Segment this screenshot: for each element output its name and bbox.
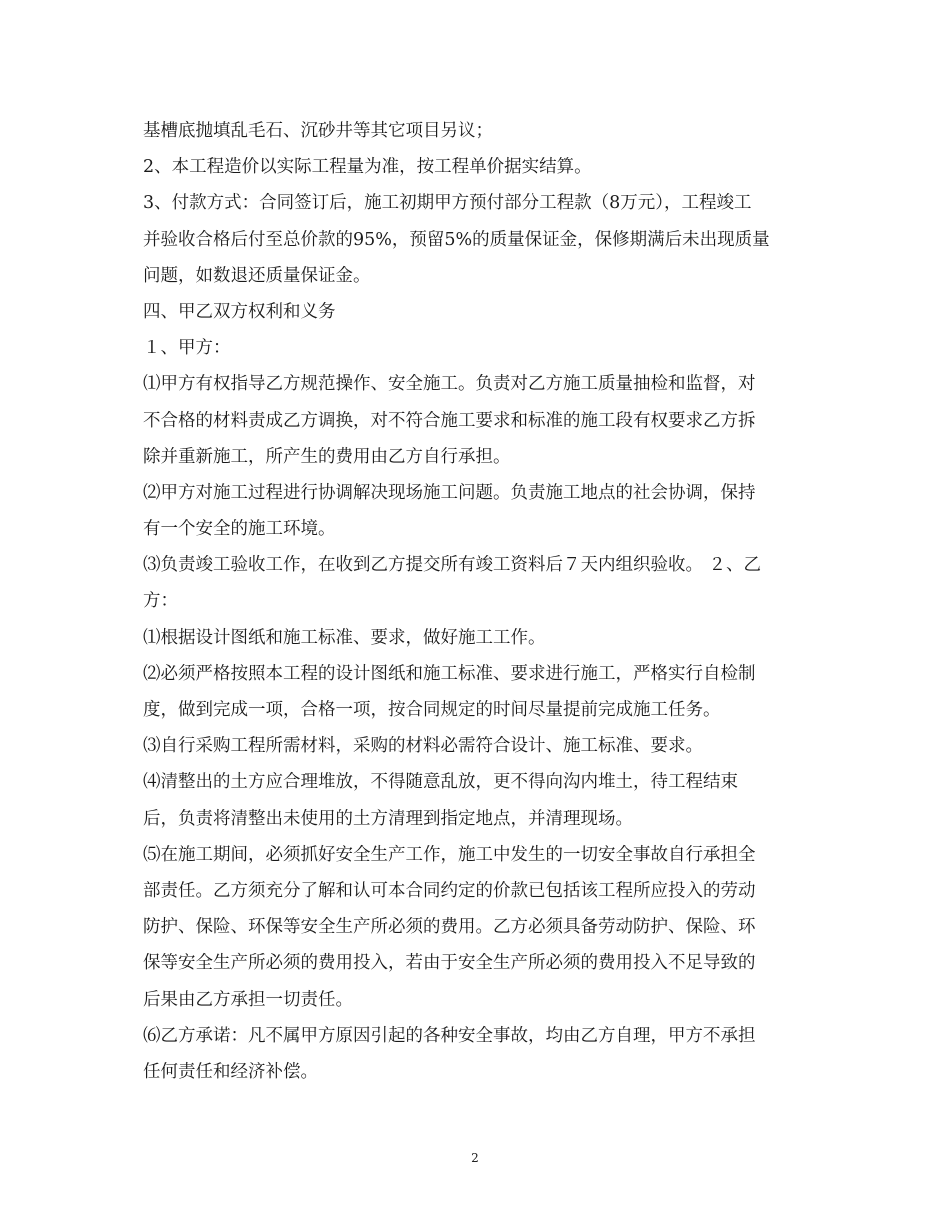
text-line: 部责任。乙方须充分了解和认可本合同约定的价款已包括该工程所应投入的劳动 <box>143 880 756 901</box>
text-line: 防护、保险、环保等安全生产所必须的费用。乙方必须具备劳动防护、保险、环 <box>143 917 756 938</box>
text-line: ⑵甲方对施工过程进行协调解决现场施工问题。负责施工地点的社会协调，保持 <box>143 482 756 503</box>
text-line: 方： <box>143 591 178 612</box>
text-line: ⑴根据设计图纸和施工标准、要求，做好施工工作。 <box>143 627 546 648</box>
text-line: 基槽底抛填乱毛石、沉砂井等其它项目另议； <box>143 121 493 141</box>
text-line: 并验收合格后付至总价款的95%，预留5%的质量保证金，保修期满后未出现质量 <box>143 229 770 250</box>
page-number: 2 <box>471 1151 479 1165</box>
subsection-heading: １、甲方： <box>143 338 231 359</box>
text-line: ⑶负责竣工验收工作，在收到乙方提交所有竣工资料后７天内组织验收。 ２、乙 <box>143 555 762 576</box>
text-line: 3、付款方式：合同签订后，施工初期甲方预付部分工程款（8万元），工程竣工 <box>143 193 752 214</box>
text-line: 问题，如数退还质量保证金。 <box>143 265 371 286</box>
text-line: 不合格的材料责成乙方调换，对不符合施工要求和标准的施工段有权要求乙方拆 <box>143 410 756 431</box>
text-line: ⑷清整出的土方应合理堆放，不得随意乱放，更不得向沟内堆土，待工程结束 <box>143 772 738 793</box>
text-line: 2、本工程造价以实际工程量为准，按工程单价据实结算。 <box>143 157 592 178</box>
text-line: ⑹乙方承诺：凡不属甲方原因引起的各种安全事故，均由乙方自理，甲方不承担 <box>143 1025 756 1046</box>
text-line: ⑸在施工期间，必须抓好安全生产工作，施工中发生的一切安全事故自行承担全 <box>143 844 756 865</box>
text-line: ⑵必须严格按照本工程的设计图纸和施工标准、要求进行施工，严格实行自检制 <box>143 663 756 684</box>
text-line: 有一个安全的施工环境。 <box>143 519 336 540</box>
text-line: 除并重新施工，所产生的费用由乙方自行承担。 <box>143 446 511 467</box>
text-line: ⑶自行采购工程所需材料，采购的材料必需符合设计、施工标准、要求。 <box>143 736 703 757</box>
contract-body-text <box>143 113 813 1090</box>
text-line: 任何责任和经济补偿。 <box>143 1061 318 1082</box>
text-line: ⑴甲方有权指导乙方规范操作、安全施工。负责对乙方施工质量抽检和监督，对 <box>143 374 756 395</box>
text-line: 后，负责将清整出未使用的土方清理到指定地点，并清理现场。 <box>143 808 633 829</box>
text-line: 保等安全生产所必须的费用投入，若由于安全生产所必须的费用投入不足导致的 <box>143 953 756 974</box>
text-line: 后果由乙方承担一切责任。 <box>143 989 353 1010</box>
text-line: 度，做到完成一项，合格一项，按合同规定的时间尽量提前完成施工任务。 <box>143 700 721 720</box>
section-heading: 四、甲乙双方权利和义务 <box>143 301 336 322</box>
